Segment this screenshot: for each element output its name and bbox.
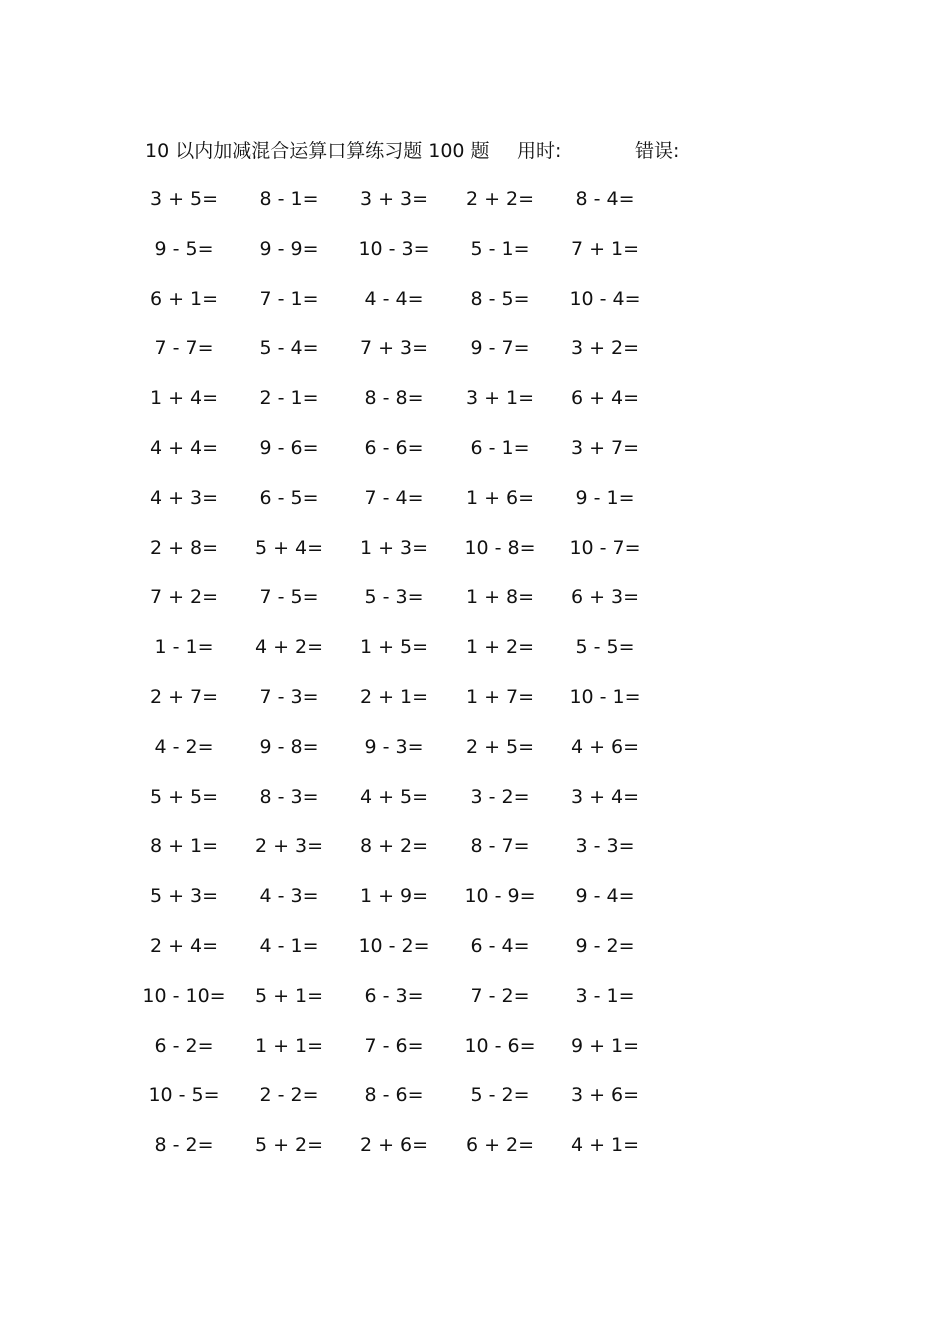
worksheet-title: 10 以内加减混合运算口算练习题 100 题 (145, 140, 490, 162)
arithmetic-problem: 8 - 1= (259, 188, 319, 210)
arithmetic-problem: 1 + 9= (359, 885, 429, 908)
arithmetic-problem: 10 - 8= (464, 536, 536, 559)
problem-row (0, 581, 950, 613)
arithmetic-problem: 7 - 5= (259, 586, 319, 609)
arithmetic-problem: 4 - 3= (259, 885, 319, 908)
arithmetic-problem: 10 - 5= (148, 1084, 220, 1107)
arithmetic-problem: 4 + 2= (254, 636, 324, 659)
arithmetic-problem: 6 - 5= (259, 486, 319, 509)
arithmetic-problem: 9 - 8= (259, 735, 319, 758)
arithmetic-problem: 5 + 2= (254, 1134, 324, 1157)
arithmetic-problem: 9 - 5= (154, 237, 214, 260)
arithmetic-problem: 10 - 1= (569, 686, 641, 708)
arithmetic-problem: 2 + 3= (254, 835, 324, 858)
arithmetic-problem: 10 - 7= (569, 536, 641, 559)
arithmetic-problem: 5 + 1= (254, 984, 324, 1007)
arithmetic-problem: 3 + 2= (570, 337, 640, 360)
arithmetic-problem: 9 - 7= (470, 337, 530, 360)
arithmetic-problem: 1 + 4= (149, 387, 219, 410)
arithmetic-problem: 7 - 2= (470, 984, 530, 1007)
arithmetic-problem: 6 + 2= (465, 1134, 535, 1157)
arithmetic-problem: 7 - 6= (364, 1034, 424, 1057)
problem-row (0, 183, 950, 215)
arithmetic-problem: 6 - 3= (364, 984, 424, 1007)
problem-row (0, 1030, 950, 1062)
arithmetic-problem: 2 + 8= (149, 536, 219, 559)
arithmetic-problem: 8 - 8= (364, 387, 424, 410)
errors-label: 错误: (635, 140, 680, 162)
arithmetic-problem: 10 - 9= (464, 885, 536, 908)
arithmetic-problem: 4 - 2= (154, 735, 214, 758)
problem-row (0, 432, 950, 464)
arithmetic-problem: 3 + 3= (359, 188, 429, 210)
arithmetic-problem: 10 - 4= (569, 287, 641, 310)
arithmetic-problem: 10 - 6= (464, 1034, 536, 1057)
arithmetic-problem: 10 - 2= (358, 935, 430, 957)
arithmetic-problem: 2 + 2= (465, 188, 535, 210)
arithmetic-problem: 5 - 2= (470, 1084, 530, 1107)
arithmetic-problem: 1 - 1= (154, 636, 214, 659)
arithmetic-problem: 2 - 2= (259, 1084, 319, 1107)
arithmetic-problem: 4 + 1= (570, 1134, 640, 1157)
arithmetic-problem: 3 + 5= (149, 188, 219, 210)
arithmetic-problem: 3 + 4= (570, 785, 640, 808)
problem-row (0, 631, 950, 663)
arithmetic-problem: 8 - 3= (259, 785, 319, 808)
arithmetic-problem: 7 + 1= (570, 237, 640, 260)
worksheet-header (145, 137, 765, 165)
problem-row (0, 482, 950, 514)
arithmetic-problem: 4 - 4= (364, 287, 424, 310)
arithmetic-problem: 9 - 3= (364, 735, 424, 758)
arithmetic-problem: 7 - 4= (364, 486, 424, 509)
arithmetic-problem: 3 + 7= (570, 437, 640, 459)
problem-row (0, 1079, 950, 1111)
arithmetic-problem: 2 + 5= (465, 735, 535, 758)
arithmetic-problem: 1 + 2= (465, 636, 535, 659)
arithmetic-problem: 2 - 1= (259, 387, 319, 410)
arithmetic-problem: 6 - 2= (154, 1034, 214, 1057)
arithmetic-problem: 5 + 3= (149, 885, 219, 908)
arithmetic-problem: 6 + 3= (570, 586, 640, 609)
problem-row (0, 233, 950, 265)
time-used-label: 用时: (517, 140, 562, 162)
arithmetic-problem: 9 - 6= (259, 437, 319, 459)
problem-row (0, 731, 950, 763)
arithmetic-problem: 1 + 3= (359, 536, 429, 559)
problem-row (0, 681, 950, 713)
arithmetic-problem: 6 - 6= (364, 437, 424, 459)
problem-row (0, 781, 950, 813)
arithmetic-problem: 4 + 3= (149, 486, 219, 509)
arithmetic-problem: 8 + 2= (359, 835, 429, 858)
arithmetic-problem: 5 - 5= (575, 636, 635, 659)
arithmetic-problem: 8 - 2= (154, 1134, 214, 1157)
arithmetic-problem: 6 + 4= (570, 387, 640, 410)
problem-row (0, 332, 950, 364)
arithmetic-problem: 6 - 1= (470, 437, 530, 459)
arithmetic-problem: 1 + 8= (465, 586, 535, 609)
arithmetic-problem: 2 + 6= (359, 1134, 429, 1157)
arithmetic-problem: 1 + 6= (465, 486, 535, 509)
problem-row (0, 532, 950, 564)
problem-row (0, 930, 950, 962)
problem-row (0, 283, 950, 315)
arithmetic-problem: 5 - 3= (364, 586, 424, 609)
problem-row (0, 382, 950, 414)
arithmetic-problem: 7 - 3= (259, 686, 319, 708)
arithmetic-problem: 3 - 1= (575, 984, 635, 1007)
arithmetic-problem: 10 - 10= (142, 984, 226, 1007)
arithmetic-problem: 3 - 2= (470, 785, 530, 808)
arithmetic-problem: 6 + 1= (149, 287, 219, 310)
arithmetic-problem: 6 - 4= (470, 935, 530, 957)
arithmetic-problem: 4 + 6= (570, 735, 640, 758)
arithmetic-problem: 2 + 1= (359, 686, 429, 708)
problem-row (0, 980, 950, 1012)
arithmetic-problem: 8 + 1= (149, 835, 219, 858)
arithmetic-problem: 7 - 1= (259, 287, 319, 310)
arithmetic-problem: 8 - 5= (470, 287, 530, 310)
arithmetic-problem: 4 + 4= (149, 437, 219, 459)
arithmetic-problem: 9 - 1= (575, 486, 635, 509)
arithmetic-problem: 1 + 5= (359, 636, 429, 659)
problem-row (0, 880, 950, 912)
arithmetic-problem: 9 + 1= (570, 1034, 640, 1057)
problem-row (0, 830, 950, 862)
arithmetic-problem: 1 + 1= (254, 1034, 324, 1057)
arithmetic-problem: 9 - 4= (575, 885, 635, 908)
arithmetic-problem: 10 - 3= (358, 237, 430, 260)
arithmetic-problem: 8 - 6= (364, 1084, 424, 1107)
arithmetic-problem: 7 + 3= (359, 337, 429, 360)
arithmetic-problem: 3 - 3= (575, 835, 635, 858)
arithmetic-problem: 4 - 1= (259, 935, 319, 957)
arithmetic-problem: 9 - 2= (575, 935, 635, 957)
arithmetic-problem: 8 - 4= (575, 188, 635, 210)
arithmetic-problem: 2 + 7= (149, 686, 219, 708)
arithmetic-problem: 5 - 4= (259, 337, 319, 360)
arithmetic-problem: 4 + 5= (359, 785, 429, 808)
arithmetic-problem: 3 + 1= (465, 387, 535, 410)
arithmetic-problem: 5 + 4= (254, 536, 324, 559)
arithmetic-problem: 7 - 7= (154, 337, 214, 360)
arithmetic-problem: 5 - 1= (470, 237, 530, 260)
arithmetic-problem: 8 - 7= (470, 835, 530, 858)
arithmetic-problem: 1 + 7= (465, 686, 535, 708)
problem-row (0, 1129, 950, 1161)
arithmetic-problem: 5 + 5= (149, 785, 219, 808)
arithmetic-problem: 2 + 4= (149, 935, 219, 957)
arithmetic-problem: 9 - 9= (259, 237, 319, 260)
arithmetic-problem: 3 + 6= (570, 1084, 640, 1107)
arithmetic-problem: 7 + 2= (149, 586, 219, 609)
